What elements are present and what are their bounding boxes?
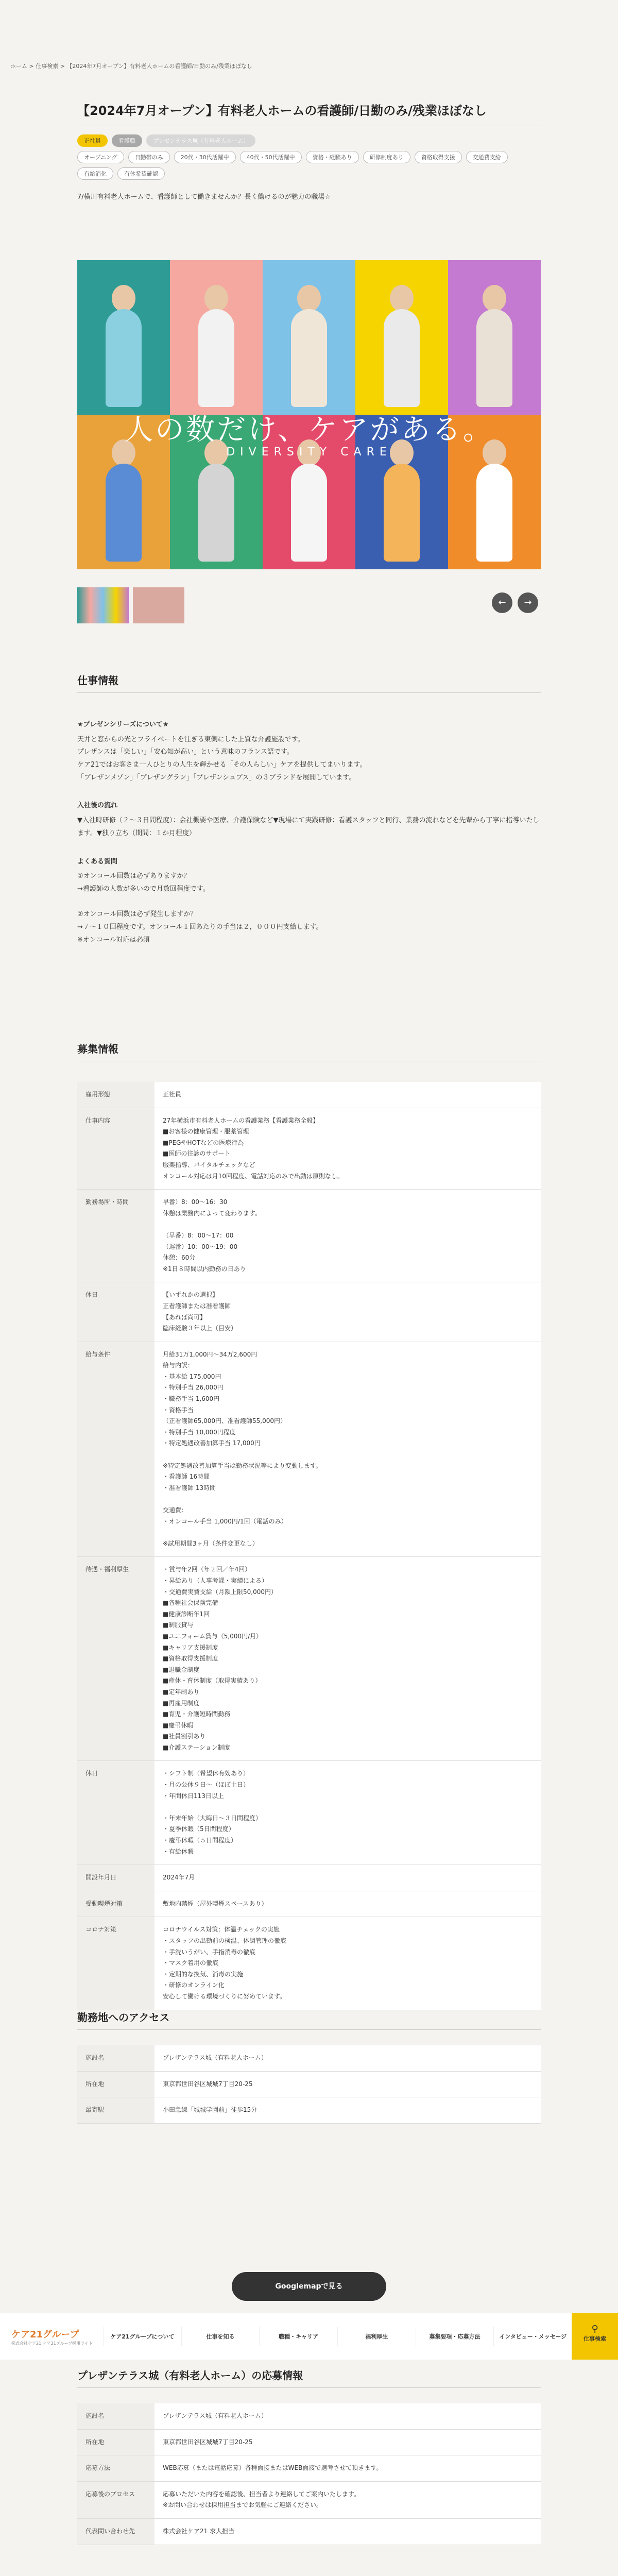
access-section xyxy=(77,2009,541,2124)
section-title: 勤務地へのアクセス xyxy=(77,2009,541,2030)
recruit-section xyxy=(77,1041,541,2010)
section-title: プレザンテラス城（有料老人ホーム）の応募情報 xyxy=(77,2367,541,2388)
tag-list xyxy=(77,134,541,147)
nav-item[interactable]: インタビュー・メッセージ xyxy=(493,2327,572,2346)
table-row xyxy=(77,1082,541,1108)
row-value: 東京都世田谷区城城7丁目20-25 xyxy=(154,2429,541,2455)
hero-image xyxy=(77,260,541,569)
row-label: 待遇・福利厚生 xyxy=(77,1557,154,1761)
thumbnail[interactable] xyxy=(133,587,184,623)
table-row xyxy=(77,1190,541,1282)
row-value: 正社員 xyxy=(154,1082,541,1108)
global-nav xyxy=(0,2313,618,2360)
feature-tag: 資格取得支援 xyxy=(415,151,462,163)
nav-item[interactable]: 募集要項・応募方法 xyxy=(416,2327,494,2346)
section-title: 仕事情報 xyxy=(77,672,541,693)
table-row xyxy=(77,1342,541,1557)
thumbnail[interactable] xyxy=(77,587,129,623)
row-value: プレザンテラス城（有料老人ホーム） xyxy=(154,2403,541,2429)
row-value: 応募いただいた内容を確認後、担当者より連絡してご案内いたします。 ※お問い合わせは採用担当までお気軽にご連絡ください。 xyxy=(154,2481,541,2518)
table-row xyxy=(77,2097,541,2124)
section-title: 募集情報 xyxy=(77,1041,541,1061)
lead-text: 7/横川有料老人ホームで、看護師として働きませんか？長く働けるのが魅力の職場☆ xyxy=(77,193,331,201)
job-header xyxy=(77,100,541,201)
company-section xyxy=(77,2367,541,2545)
hero-subtitle: DIVERSITY CARE xyxy=(226,446,392,459)
tag-employment: 正社員 xyxy=(77,134,108,147)
table-row xyxy=(77,2071,541,2097)
paragraph: ①オンコール回数は必ずありますか？ →看護師の人数が多いので月数回程度です。 ②オンコール回数は必ず発生しますか？ →７～１０回程度です。オンコール１回あたりの手当は２，０００円支給します。 ※オンコール対応は必須 xyxy=(77,872,323,944)
tag-job-type: 看護職 xyxy=(112,134,142,147)
table-row xyxy=(77,2481,541,2518)
row-value: 月給31万1,000円～34万2,600円 給与内訳： ・基本給 175,000円 ・特別手当 26,000円 ・職務手当 1,600円 ・資格手当 （正看護師65,000円、准看護師55,000円） ・特別手当 10,000円程度 ・特定処遇改善加算手当 17,000円 ※特定処遇改善加算手当は勤務状況等により変動します。 ・看護師 16時間 ・准看護師 13時間 交通費： ・オンコール手当 1,000円/1回（電話のみ） ※試用期間3ヶ月（条件変更なし） xyxy=(154,1342,541,1557)
row-label: 雇用形態 xyxy=(77,1082,154,1108)
feature-tag: 研修制度あり xyxy=(363,151,410,163)
feature-tag: 20代・30代活躍中 xyxy=(174,151,236,163)
table-row xyxy=(77,2403,541,2429)
row-label: 施設名 xyxy=(77,2403,154,2429)
table-row xyxy=(77,2045,541,2071)
table-row xyxy=(77,2518,541,2545)
subheading: 入社後の流れ xyxy=(77,802,118,810)
row-label: 開設年月日 xyxy=(77,1865,154,1891)
table-row xyxy=(77,1108,541,1190)
row-label: 所在地 xyxy=(77,2429,154,2455)
table-row xyxy=(77,1282,541,1342)
table-row xyxy=(77,1917,541,2010)
search-icon: ⚲ xyxy=(591,2324,598,2334)
logo-subtext: 株式会社ケア21 ケア21グループ採用サイト xyxy=(11,2341,93,2346)
page-title: 【2024年7月オープン】有料老人ホームの看護師/日勤のみ/残業ほぼなし xyxy=(77,100,541,126)
next-arrow-icon[interactable]: → xyxy=(518,592,538,613)
row-label: 受動喫煙対策 xyxy=(77,1891,154,1917)
table-row xyxy=(77,2455,541,2482)
feature-tag-list xyxy=(77,151,541,180)
feature-tag: 有給消化 xyxy=(77,167,113,180)
logo[interactable] xyxy=(0,2327,103,2346)
row-label: 所在地 xyxy=(77,2071,154,2097)
row-value: コロナウイルス対策：体温チェックの実施 ・スタッフの出勤前の検温、体調管理の徹底 ・手洗いうがい、手指消毒の徹底 ・マスク着用の徹底 ・定期的な換気、消毒の実施 ・研修のオンライン化 安心して働ける環境づくりに努めています。 xyxy=(154,1917,541,2010)
row-label: 代表問い合わせ先 xyxy=(77,2518,154,2545)
row-value: WEB応募（または電話応募）各種面接またはWEB面接で選考させて頂きます。 xyxy=(154,2455,541,2482)
row-label: 休日 xyxy=(77,1761,154,1865)
row-value: 小田急線「城城学園前」徒歩15分 xyxy=(154,2097,541,2124)
row-value: 早番）8：00～16：30 休憩は業務内によって変わります。 （早番）8：00～17：00 （遅番）10：00～19：00 休憩：60分 ※1日８時間以内勤務の日あり xyxy=(154,1190,541,1282)
feature-tag: 交通費支給 xyxy=(466,151,508,163)
subheading: ★プレゼンシリーズについて★ xyxy=(77,721,169,728)
feature-tag: 資格・経験あり xyxy=(306,151,359,163)
row-label: コロナ対策 xyxy=(77,1917,154,2010)
paragraph: ▼入社時研修（２～３日間程度）：会社概要や医療、介護保険など▼現場にて実践研修：看護スタッフと同行、業務の流れなどを先輩から丁寧に指導いたします。▼独り立ち（期間：１か月程度） xyxy=(77,817,540,837)
row-value: 東京都世田谷区城城7丁目20-25 xyxy=(154,2071,541,2097)
table-row xyxy=(77,1761,541,1865)
logo-text: ケア21グループ xyxy=(11,2329,79,2340)
row-value: 株式会社ケア21 求人担当 xyxy=(154,2518,541,2545)
hero-tagline: 人の数だけ、ケアがある。 xyxy=(124,413,494,447)
row-value: 敷地内禁煙（屋外喫煙スペースあり） xyxy=(154,1891,541,1917)
subheading: よくある質問 xyxy=(77,857,118,866)
breadcrumb: ホーム > 仕事検索 > 【2024年7月オープン】有料老人ホームの看護師/日勤のみ/残業ほぼなし xyxy=(10,63,252,70)
table-row xyxy=(77,2429,541,2455)
row-value: ・シフト制（希望休有効あり） ・月の公休９日～（ほぼ土日） ・年間休日113日以上 ・年末年始（大晦日～３日間程度） ・夏季休暇（5日間程度） ・慶弔休暇（５日間程度） ・有給休暇 xyxy=(154,1761,541,1865)
thumbnail-strip xyxy=(77,587,184,623)
search-button[interactable] xyxy=(572,2313,618,2360)
nav-item[interactable]: ケア21グループについて xyxy=(103,2327,181,2346)
nav-item[interactable]: 職種・キャリア xyxy=(259,2327,337,2346)
job-info-section xyxy=(77,672,541,946)
table-row xyxy=(77,1891,541,1917)
row-label: 最寄駅 xyxy=(77,2097,154,2124)
table-row xyxy=(77,1865,541,1891)
row-value: 【いずれかの選択】 正看護師または准看護師 【あれば尚可】 臨床経験３年以上（目安） xyxy=(154,1282,541,1342)
row-label: 勤務場所・時間 xyxy=(77,1190,154,1282)
nav-item[interactable]: 福利厚生 xyxy=(337,2327,416,2346)
prev-arrow-icon[interactable]: ← xyxy=(492,592,512,613)
recruit-table xyxy=(77,1082,541,2010)
row-label: 休日 xyxy=(77,1282,154,1342)
row-value: ・賞与年2回（年２回／年4回） ・昇給あり（人事考課・実績による） ・交通費実費支給（月額上限50,000円） ■各種社会保険完備 ■健康診断年1回 ■制服貸与 ■ユニフォーム貸与（5,000円/月） ■キャリア支援制度 ■資格取得支援制度 ■退職金制度 ■産休・育休制度（取得実績あり） ■定年制あり ■再雇用制度 ■育児・介護短時間勤務 ■慶弔休暇 ■社員割引あり ■介護ステーション制度 xyxy=(154,1557,541,1761)
company-table xyxy=(77,2403,541,2545)
feature-tag: 有休希望確認 xyxy=(117,167,165,180)
row-label: 応募方法 xyxy=(77,2455,154,2482)
feature-tag: 40代・50代活躍中 xyxy=(240,151,302,163)
row-label: 応募後のプロセス xyxy=(77,2481,154,2518)
search-label: 仕事検索 xyxy=(583,2335,607,2342)
access-table xyxy=(77,2045,541,2124)
table-row xyxy=(77,1557,541,1761)
row-label: 仕事内容 xyxy=(77,1108,154,1190)
row-value: 2024年7月 xyxy=(154,1865,541,1891)
row-value: 27年横浜市有料老人ホームの看護業務【看護業務全般】 ■お客様の健康管理・服薬管理 ■PEGやHOTなどの医療行為 ■医師の往診のサポート 服薬指導、バイタルチェックなど オンコール対応は月10回程度、電話対応のみで出動は原則なし。 xyxy=(154,1108,541,1190)
google-map-button[interactable]: Googlemapで見る xyxy=(232,2272,386,2301)
tag-facility: プレゼンテラス城（有料老人ホーム） xyxy=(146,134,255,147)
nav-item[interactable]: 仕事を知る xyxy=(181,2327,260,2346)
row-label: 給与条件 xyxy=(77,1342,154,1557)
feature-tag: 日勤帯のみ xyxy=(128,151,170,163)
row-label: 施設名 xyxy=(77,2045,154,2071)
paragraph: 天井と窓からの光とプライベートを注ぎる東側にした上質な介護施設です。 プレザンスは「楽しい」「安心知が高い」という意味のフランス語です。 ケア21ではお客さま一人ひとりの人生を輝かせる「その人らしい」ケアを提供してまいります。 「プレザンメゾン」「プレザングラン」「プレザンシュプス」の３ブランドを展開しています。 xyxy=(77,735,367,782)
feature-tag: オープニング xyxy=(77,151,124,163)
row-value: プレザンテラス城（有料老人ホーム） xyxy=(154,2045,541,2071)
